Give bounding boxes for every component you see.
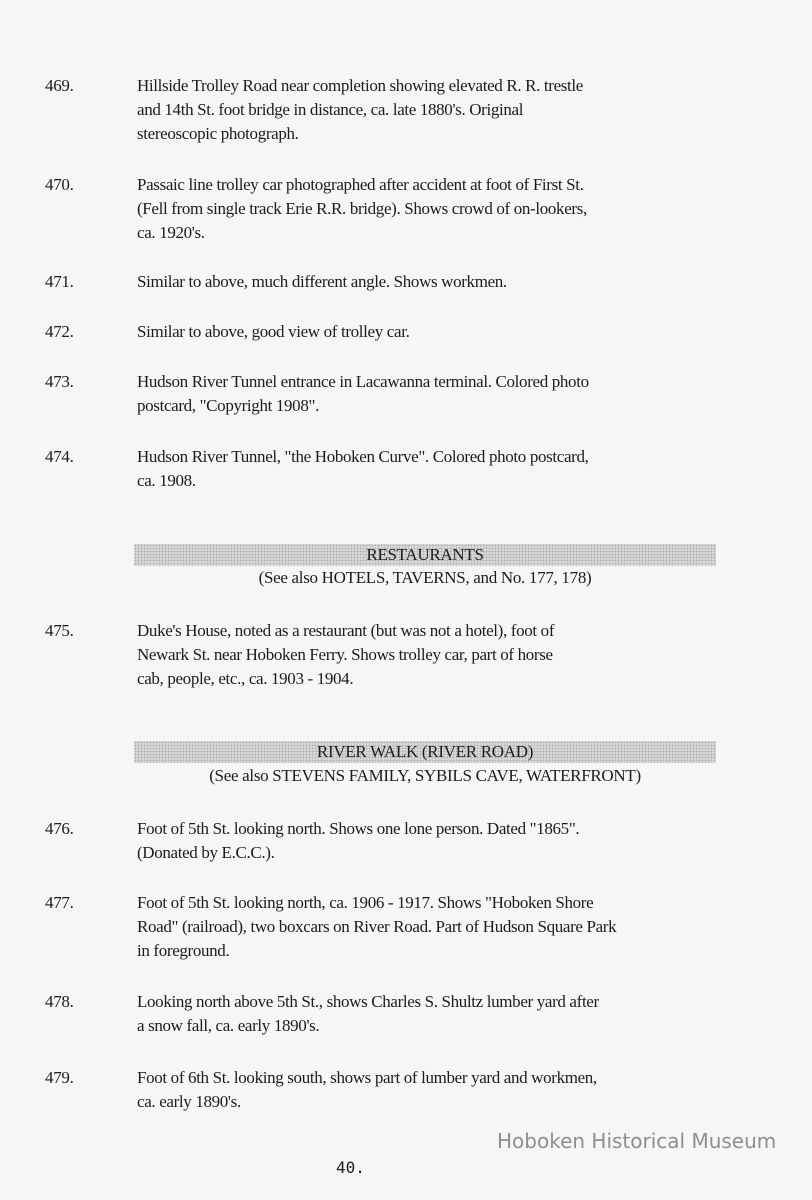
entry-line: Passaic line trolley car photographed after accident at foot of First St. <box>137 175 584 194</box>
entry-description <box>137 74 583 146</box>
entry-line: a snow fall, ca. early 1890's. <box>137 1016 320 1035</box>
entry-line: Hudson River Tunnel entrance in Lacawanna terminal. Colored photo <box>137 372 589 391</box>
entry-number: 477. <box>45 893 74 912</box>
museum-watermark: Hoboken Historical Museum <box>497 1129 777 1153</box>
entry-line: Looking north above 5th St., shows Charles S. Shultz lumber yard after <box>137 992 599 1011</box>
entry-number: 478. <box>45 992 74 1011</box>
entry-line: Foot of 5th St. looking north, ca. 1906 - 1917. Shows "Hoboken Shore <box>137 893 594 912</box>
entry-line: Similar to above, much different angle. Shows workmen. <box>137 272 507 291</box>
entry-number: 473. <box>45 372 74 391</box>
see-also-note: (See also HOTELS, TAVERNS, and No. 177, 178) <box>258 568 592 587</box>
entry-line: Road" (railroad), two boxcars on River Road. Part of Hudson Square Park <box>137 917 617 936</box>
entry-line: Duke's House, noted as a restaurant (but was not a hotel), foot of <box>137 621 555 640</box>
entry-line: (Fell from single track Erie R.R. bridge). Shows crowd of on-lookers, <box>137 199 587 218</box>
entry-description <box>137 320 409 344</box>
entry-line: ca. early 1890's. <box>137 1092 241 1111</box>
entry-number: 476. <box>45 819 74 838</box>
entry-number: 470. <box>45 175 74 194</box>
entry-description <box>137 619 554 691</box>
entry-line: stereoscopic photograph. <box>137 124 299 143</box>
entry-number: 472. <box>45 322 74 341</box>
entry-number: 475. <box>45 621 74 640</box>
entry-line: postcard, "Copyright 1908". <box>137 396 319 415</box>
entry-description <box>137 817 579 865</box>
entry-line: Foot of 6th St. looking south, shows part of lumber yard and workmen, <box>137 1068 597 1087</box>
entry-description <box>137 173 587 245</box>
entry-description <box>137 891 616 963</box>
see-also-note: (See also STEVENS FAMILY, SYBILS CAVE, WATERFRONT) <box>209 766 641 785</box>
entry-line: ca. 1920's. <box>137 223 205 242</box>
page-number: 40. <box>336 1158 365 1177</box>
entry-line: Similar to above, good view of trolley car. <box>137 322 410 341</box>
entry-description <box>137 990 599 1038</box>
section-heading-restaurants: RESTAURANTS <box>134 544 716 566</box>
entry-description <box>137 445 589 493</box>
section-heading-river-walk: RIVER WALK (RIVER ROAD) <box>134 741 716 763</box>
entry-line: Hillside Trolley Road near completion showing elevated R. R. trestle <box>137 76 583 95</box>
entry-line: Hudson River Tunnel, "the Hoboken Curve". Colored photo postcard, <box>137 447 589 466</box>
entry-number: 471. <box>45 272 74 291</box>
entry-line: Foot of 5th St. looking north. Shows one lone person. Dated "1865". <box>137 819 580 838</box>
entry-line: ca. 1908. <box>137 471 196 490</box>
entry-description <box>137 270 507 294</box>
entry-line: (Donated by E.C.C.). <box>137 843 275 862</box>
entry-description <box>137 370 589 418</box>
entry-line: in foreground. <box>137 941 230 960</box>
entry-line: Newark St. near Hoboken Ferry. Shows trolley car, part of horse <box>137 645 553 664</box>
entry-line: and 14th St. foot bridge in distance, ca. late 1880's. Original <box>137 100 524 119</box>
entry-number: 474. <box>45 447 74 466</box>
entry-description <box>137 1066 597 1114</box>
entry-number: 469. <box>45 76 74 95</box>
entry-number: 479. <box>45 1068 74 1087</box>
entry-line: cab, people, etc., ca. 1903 - 1904. <box>137 669 354 688</box>
